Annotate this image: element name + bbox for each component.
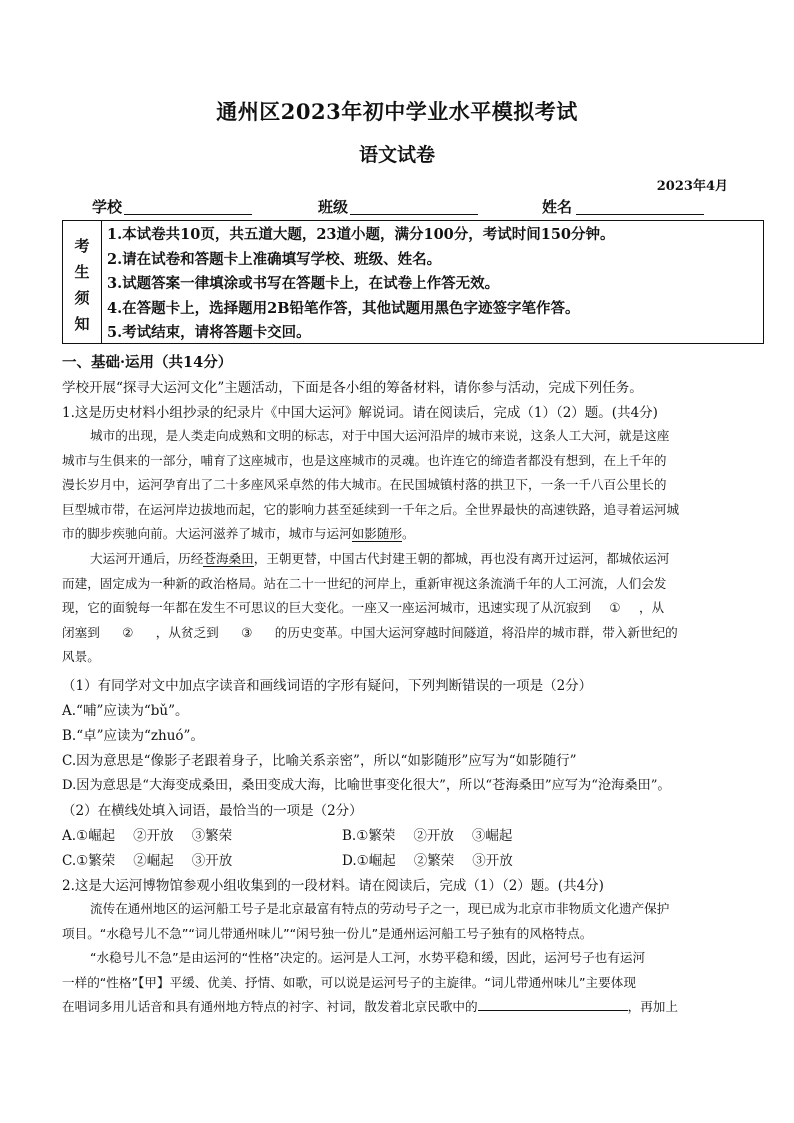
passage-1 — [62, 424, 742, 547]
option-word: ②崛起 — [133, 853, 174, 869]
exam-subtitle: 语文试卷 — [358, 144, 435, 166]
notice-item: 1.本试卷共10页，共五道大题，23道小题，满分100分，考试时间150分钟。 — [107, 226, 615, 243]
school-label: 学校 — [92, 198, 123, 216]
passage-line: 而建，固定成为一种新的政治格局。站在二十一世纪的河岸上，重新审视这条流淌千年的人工河流，人们会发 — [62, 575, 667, 591]
question-1-1: （1）有同学对文中加点字读音和画线词语的字形有疑问，下列判断错误的一项是（2分） — [62, 678, 593, 694]
option-word: ③开放 — [472, 853, 513, 869]
passage-text: 。 — [402, 526, 415, 541]
option-a[interactable] — [62, 824, 232, 844]
class-field[interactable] — [350, 214, 478, 215]
passage-text: ，再加上 — [627, 999, 678, 1014]
passage-text: 闭塞到 — [62, 624, 100, 640]
underlined-term: 苍海桑田 — [203, 551, 254, 566]
notice-item: 5.考试结束，请将答题卡交回。 — [107, 324, 311, 341]
passage-text: ，王朝更替，中国古代封建王朝的都城，再也没有离开过运河，都城依运河 — [253, 551, 670, 566]
passage-line — [62, 995, 742, 1020]
question-2-stem: 2.这是大运河博物馆参观小组收集到的一段材料。请在阅读后，完成（1）（2）题。(共4分) — [62, 878, 604, 894]
option-word: ①崛起 — [356, 853, 396, 869]
passage-text: 在唱词多用儿话音和具有通州地方特点的衬字、衬词，散发着北京民歌中的 — [62, 999, 478, 1014]
notice-heading-char: 知 — [74, 315, 90, 333]
option-c[interactable]: C.因为意思是“像影子老跟着身子，比喻关系亲密”，所以“如影随形”应写为“如影随行” — [62, 753, 577, 769]
question-1-2: （2）在横线处填入词语，最恰当的一项是（2分） — [62, 803, 363, 819]
question-1-stem: 1.这是历史材料小组抄录的纪录片《中国大运河》解说词。请在阅读后，完成（1）（2）题。(共4分) — [62, 405, 658, 421]
notice-item: 3.试题答案一律填涂或书写在答题卡上，在试卷上作答无效。 — [107, 275, 500, 292]
passage-3 — [62, 897, 742, 1020]
section-heading: 一、基础·运用（共14分） — [62, 354, 233, 371]
notice-heading-char: 须 — [74, 289, 90, 307]
option-d[interactable] — [342, 849, 513, 869]
option-word: ①繁荣 — [76, 853, 116, 869]
passage-line: 项目。“水稳号儿不急”“词儿带通州味儿”“闲号独一份儿”是通州运河船工号子独有的风格特点。 — [62, 925, 593, 941]
option-label: B. — [342, 828, 357, 844]
passage-text: 的历史变革。中国大运河穿越时间隧道，将沿岸的城市群，带入新世纪的 — [274, 624, 678, 640]
exam-title: 通州区2023年初中学业水平模拟考试 — [216, 99, 578, 124]
option-word: ①崛起 — [76, 828, 116, 844]
notice-heading-char: 生 — [74, 263, 90, 281]
notice-item: 4.在答题卡上，选择题用2B铅笔作答，其他试题用黑色字迹签字笔作答。 — [107, 299, 580, 317]
passage-2 — [62, 547, 742, 670]
passage-line — [62, 547, 742, 572]
class-label: 班级 — [318, 198, 349, 216]
passage-line — [62, 522, 742, 547]
option-c[interactable] — [62, 849, 232, 869]
passage-text: 大运河开通后，历经 — [90, 551, 204, 566]
exam-date: 2023年4月 — [656, 179, 728, 194]
option-d[interactable]: D.因为意思是“大海变成桑田，桑田变成大海，比喻世事变化很大”，所以“苍海桑田”应写为“沧海桑田”。 — [62, 778, 671, 793]
passage-line: 一样的“性格”【甲】平缓、优美、抒情、如歌，可以说是运河号子的主旋律。“词儿带通州味儿”主要体现 — [62, 974, 636, 990]
passage-line: 漫长岁月中，运河孕育出了二十多座风采卓然的伟大城市。在民国城镇村落的拱卫下，一条一千八百公里长的 — [62, 477, 667, 492]
fill-blank-1[interactable]: ① — [591, 596, 639, 621]
passage-text: 现，它的面貌每一年都在发生不可思议的巨大变化。一座又一座运河城市，迅速实现了从沉寂到 — [62, 600, 591, 615]
passage-line: 城市的出现，是人类走向成熟和文明的标志，对于中国大运河沿岸的城市来说，这条人工大河，就是这座 — [90, 428, 670, 443]
option-label: D. — [342, 853, 357, 869]
option-word: ②开放 — [413, 828, 454, 844]
option-label: A. — [62, 828, 77, 844]
option-word: ②繁荣 — [413, 853, 455, 869]
passage-line: “水稳号儿不急”是由运河的“性格”决定的。运河是人工河，水势平稳和缓，因此，运河号子也有运河 — [90, 950, 646, 965]
passage-line: 流传在通州地区的运河船工号子是北京最富有特点的劳动号子之一，现已成为北京市非物质文化遗产保护 — [90, 901, 670, 916]
notice-list — [107, 223, 757, 346]
option-word: ③开放 — [191, 853, 233, 869]
fill-blank-2[interactable]: ② — [100, 621, 156, 646]
passage-line: 城市与生俱来的一部分，哺育了这座城市，也是这座城市的灵魂。也许连它的缔造者都没有想到，在上千年的 — [62, 452, 667, 468]
passage-text: 市的脚步疾驰向前。大运河滋养了城市，城市与运河 — [62, 526, 352, 541]
option-label: C. — [62, 853, 77, 869]
school-field[interactable] — [124, 214, 252, 215]
option-word: ③繁荣 — [191, 828, 233, 844]
underlined-term: 如影随形 — [351, 526, 403, 541]
passage-text: ，从 — [638, 600, 665, 615]
option-a[interactable]: A.“哺”应读为“bǔ”。 — [62, 703, 189, 719]
section-intro: 学校开展“探寻大运河文化”主题活动，下面是各小组的筹备材料，请你参与活动，完成下列任务。 — [62, 380, 643, 396]
passage-text: ，从贫乏到 — [155, 624, 219, 640]
notice-heading — [63, 221, 102, 343]
passage-line — [62, 621, 742, 646]
student-info-row — [0, 196, 794, 220]
option-word: ①繁荣 — [356, 828, 396, 844]
option-b[interactable]: B.“卓”应读为“zhuó”。 — [62, 728, 204, 744]
exam-notice-box — [62, 220, 764, 344]
option-word: ③崛起 — [471, 828, 513, 844]
option-b[interactable] — [342, 824, 512, 844]
name-label: 姓名 — [542, 198, 573, 216]
passage-line — [62, 596, 742, 621]
notice-heading-char: 考 — [74, 237, 90, 255]
fill-blank-4[interactable] — [478, 1010, 628, 1011]
fill-blank-3[interactable]: ③ — [219, 621, 275, 646]
name-field[interactable] — [576, 214, 704, 215]
option-word: ②开放 — [133, 828, 174, 844]
notice-item: 2.请在试卷和答题卡上准确填写学校、班级、姓名。 — [107, 250, 442, 268]
passage-line: 巨型城市带，在运河岸边拔地而起，它的影响力甚至延续到一千年之后。全世界最快的高速铁路，追寻着运河城 — [62, 501, 680, 517]
passage-line: 风景。 — [62, 649, 100, 664]
